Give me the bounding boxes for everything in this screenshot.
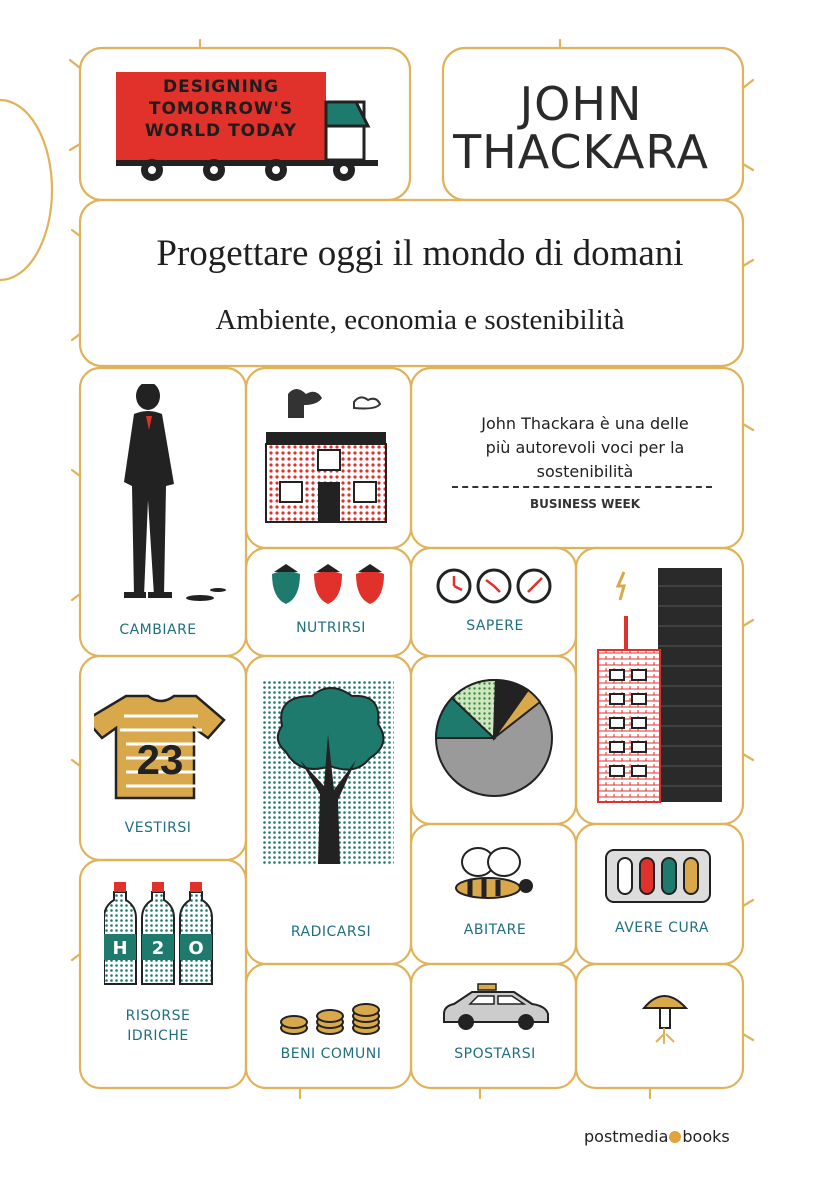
publisher-name-left: postmedia: [584, 1127, 669, 1146]
author-last-name: THACKARA: [453, 125, 709, 179]
tree-illustration: [262, 680, 394, 864]
label-spostarsi: SPOSTARSI: [454, 1046, 536, 1062]
label-risorse-idriche: [96, 1006, 220, 1046]
coins-illustration: [278, 1002, 382, 1038]
tshirt-illustration: [94, 692, 228, 802]
bottle-letter: H: [112, 938, 128, 959]
label-vestirsi: VESTIRSI: [124, 820, 192, 836]
label-risorse-line: RISORSE: [125, 1008, 191, 1024]
bottle-letter: O: [188, 938, 204, 959]
truck-text-line: TOMORROW'S: [148, 99, 294, 119]
house-illustration: [262, 384, 392, 524]
quote-text: [440, 412, 730, 484]
label-beni-comuni: BENI COMUNI: [280, 1046, 382, 1062]
quote-line: sostenibilità: [536, 462, 634, 481]
quote-line: John Thackara è una delle: [481, 414, 689, 433]
publisher-dot-icon: [669, 1131, 681, 1143]
label-sapere: SAPERE: [466, 618, 524, 634]
man-illustration: [118, 384, 228, 606]
quote-line: più autorevoli voci per la: [485, 438, 685, 457]
truck-text-line: DESIGNING: [163, 77, 279, 97]
label-avere-cura: AVERE CURA: [615, 920, 709, 936]
author-first-name: JOHN: [519, 77, 643, 131]
label-abitare: ABITARE: [463, 922, 527, 938]
bee-illustration: [448, 844, 538, 904]
pie-chart-illustration: [432, 676, 562, 806]
label-nutrirsi: NUTRIRSI: [296, 620, 366, 636]
quote-source: BUSINESS WEEK: [529, 497, 641, 511]
bottle-letter: 2: [151, 938, 165, 959]
shirt-number: 23: [136, 736, 184, 783]
clocks-illustration: [434, 566, 554, 606]
car-illustration: [440, 982, 552, 1032]
author-name: [446, 77, 716, 179]
label-idriche-line: IDRICHE: [127, 1028, 189, 1044]
label-radicarsi: RADICARSI: [290, 924, 372, 940]
publisher-logo: [584, 1127, 730, 1146]
pills-illustration: [604, 848, 712, 904]
strawberries-illustration: [266, 562, 396, 606]
water-bottles-illustration: [104, 878, 218, 988]
label-cambiare: CAMBIARE: [119, 622, 197, 638]
book-subtitle: Ambiente, economia e sostenibilità: [215, 304, 625, 336]
mushroom-illustration: [640, 990, 690, 1046]
truck-text-line: WORLD TODAY: [144, 121, 298, 141]
truck-text: [120, 76, 322, 142]
book-title: Progettare oggi il mondo di domani: [156, 233, 684, 274]
quote-divider: [452, 486, 712, 488]
publisher-name-right: books: [682, 1127, 730, 1146]
building-illustration: [594, 566, 724, 806]
